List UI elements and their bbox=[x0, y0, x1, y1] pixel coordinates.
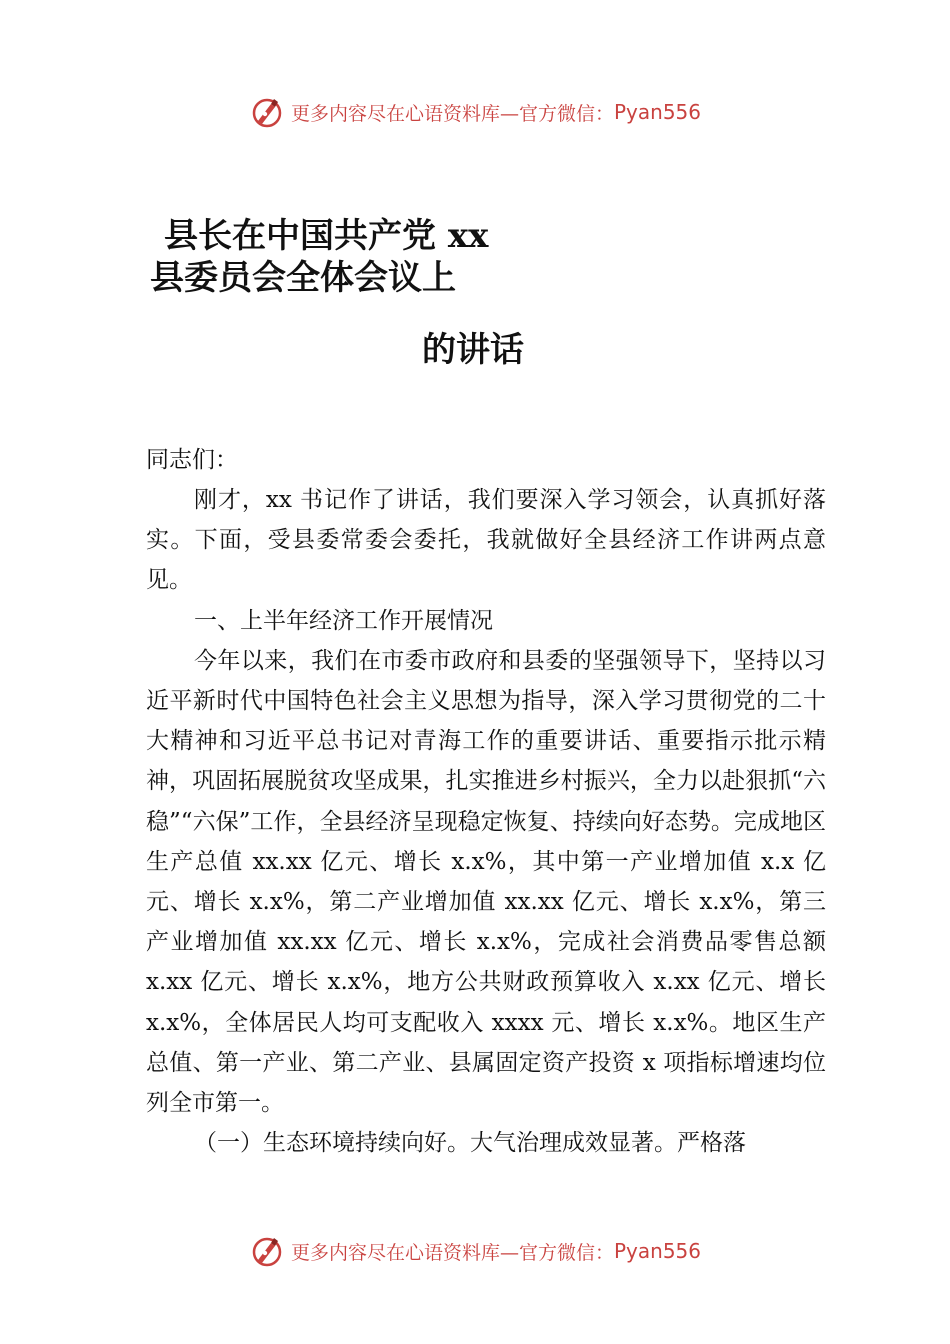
paragraph-intro: 刚才，xx 书记作了讲话，我们要深入学习领会，认真抓好落实。下面，受县委常委会委托，我就做好全县经济工作讲两点意见。 bbox=[146, 487, 826, 594]
watermark-wechat-id: Pyan556 bbox=[614, 1239, 702, 1263]
watermark-header bbox=[0, 94, 950, 130]
subsection-heading-1: （一）生态环境持续向好。大气治理成效显著。严格落 bbox=[194, 1130, 746, 1157]
pen-circle-logo-icon bbox=[249, 1233, 285, 1269]
salutation: 同志们： bbox=[146, 447, 238, 473]
body-paragraphs bbox=[146, 480, 826, 1163]
watermark-text: 更多内容尽在心语资料库—官方微信： bbox=[290, 102, 614, 125]
watermark-wechat-id: Pyan556 bbox=[614, 100, 702, 124]
paragraph-overview: 今年以来，我们在市委市政府和县委的坚强领导下，坚持以习近平新时代中国特色社会主义思想为指导，深入学习贯彻党的二十大精神和习近平总书记对青海工作的重要讲话、重要指示批示精神，巩固拓展脱贫攻坚成果，扎实推进乡村振兴，全力以赴狠抓“六稳”“六保”工作，全县经济呈现稳定恢复、持续向好态势。完成地区生产总值 xx.xx 亿元、增长 x.x%，其中第一产业增加值 x.x 亿元、增长 x.x%，第二产业增加值 xx.xx 亿元、增长 x.x%，第三产业增加值 xx.xx 亿元、增长 x.x%，完成社会消费品零售总额 x.xx 亿元、增长 x.x%，地方公共财政预算收入 x.xx 亿元、增长 x.x%，全体居民人均可支配收入 xxxx 元、增长 x.x%。地区生产总值、第一产业、第二产业、县属固定资产投资 x 项指标增速均位列全市第一。 bbox=[146, 647, 826, 1117]
title-line-1: 县长在中国共产党 xx bbox=[164, 216, 489, 256]
pen-circle-logo-icon bbox=[249, 94, 285, 130]
watermark-footer bbox=[0, 1233, 950, 1269]
title-line-3: 的讲话 bbox=[422, 330, 524, 370]
section-heading-1: 一、上半年经济工作开展情况 bbox=[194, 607, 493, 634]
watermark-text: 更多内容尽在心语资料库—官方微信： bbox=[290, 1241, 614, 1264]
title-line-2: 县委员会全体会议上 bbox=[150, 258, 456, 298]
